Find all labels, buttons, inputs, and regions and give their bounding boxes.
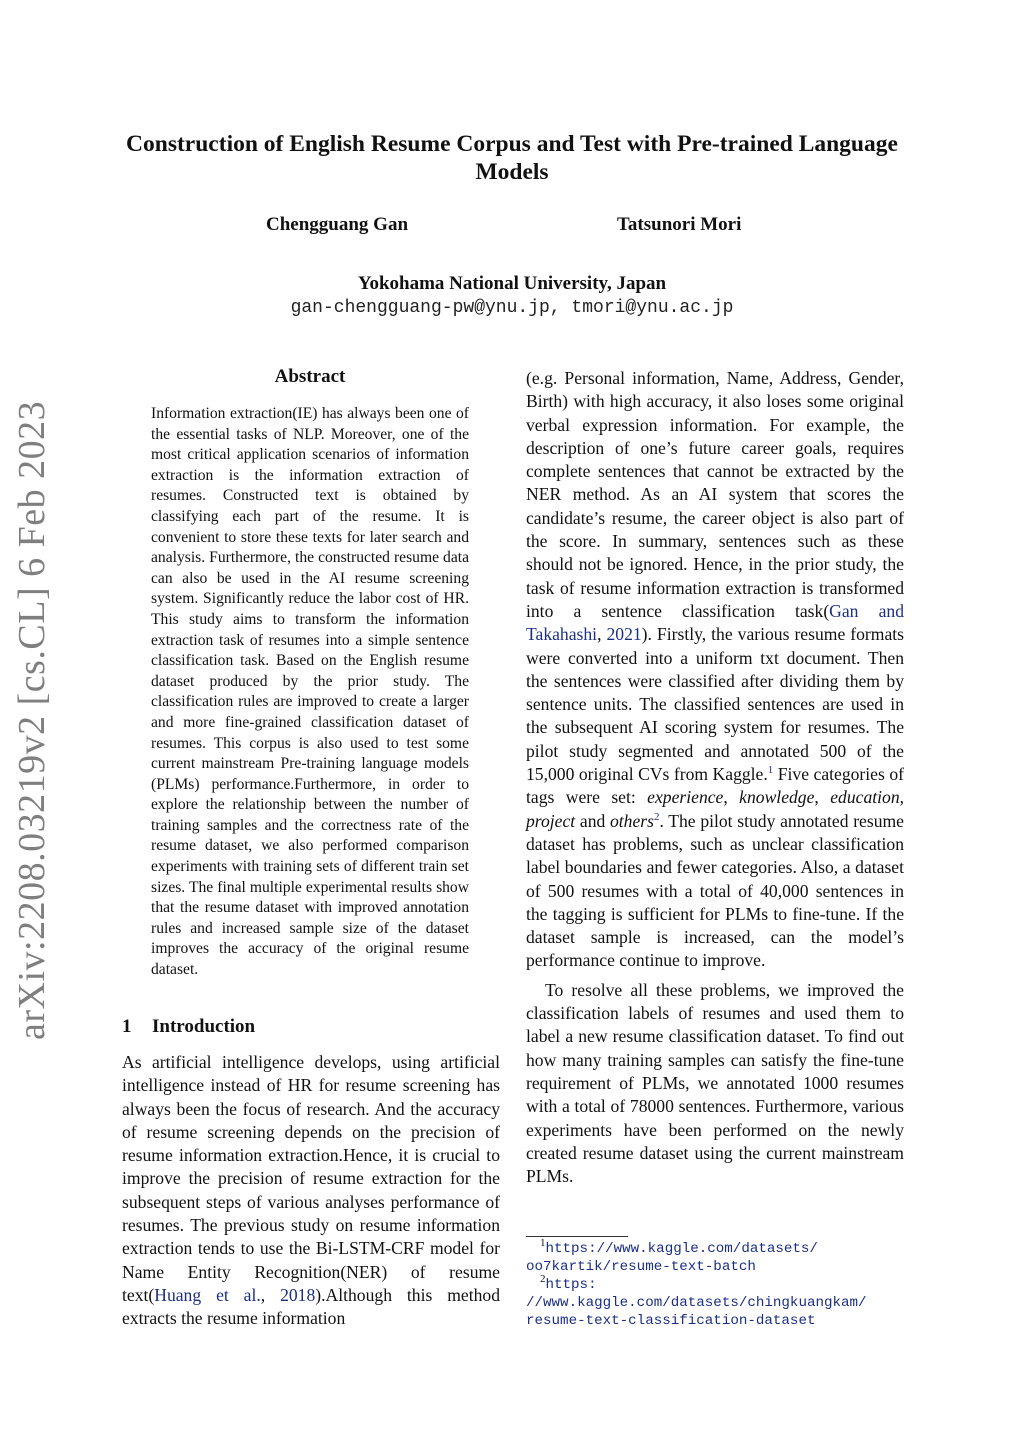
tag-experience: experience: [647, 787, 724, 808]
section-title: Introduction: [152, 1016, 256, 1037]
intro-left-column: [122, 1051, 500, 1331]
footnote-ref-1[interactable]: 1: [767, 764, 774, 777]
tag-project: project: [526, 810, 576, 831]
author-1: Chengguang Gan: [266, 214, 409, 235]
footnote-ref-2[interactable]: 2: [653, 810, 660, 823]
citation-gan-takahashi-2021[interactable]: Gan and Takahashi, 2021: [526, 600, 904, 645]
arxiv-identifier-stamp: arXiv:2208.03219v2 [cs.CL] 6 Feb 2023: [11, 400, 53, 1040]
tag-others: others: [610, 810, 654, 831]
author-2: Tatsunori Mori: [617, 214, 742, 235]
intro-text: ).Although this method extracts the resume information: [122, 1284, 500, 1329]
intro-paragraph-2: To resolve all these problems, we improved the classification labels of resumes and used them to label a new resume classification dataset. To find out how many training samples can satisfy the fine-tune requirement of PLMs, we annotated 1000 resumes with a total of 78000 sentences. Furthermore, various experiments have been performed on the newly created resume dataset using the current mainstream PLMs.: [526, 979, 904, 1187]
affiliation: Yokohama National University, Japan: [357, 273, 667, 294]
section-heading-introduction: [122, 1016, 255, 1038]
tag-education: education: [830, 787, 900, 808]
abstract-heading: Abstract: [274, 366, 346, 387]
section-number: 1: [122, 1016, 132, 1037]
tag-knowledge: knowledge: [739, 787, 815, 808]
intro-paragraph-1: [122, 1051, 500, 1331]
paper-title: Construction of English Resume Corpus and Test with Pre-trained Language Models: [126, 131, 898, 185]
intro-text: As artificial intelligence develops, using artificial intelligence instead of HR for resume screening has always been the focus of research. And the accuracy of resume screening depends on the precision of resume information extraction.Hence, it is crucial to improve the precision of resume extraction for the subsequent steps of various analyses performance of resumes. The previous study on resume information extraction tends to use the Bi-LSTM-CRF model for Name Entity Recognition(NER) of resume text(: [122, 1052, 500, 1305]
intro-paragraph-1-continued: (e.g. Personal information, Name, Address, Gender, Birth) with high accuracy, it also loses some original verbal expression information. For example, the description of one’s future career goals, requires complete sentences that cannot be extracted by the NER method. As an AI system that scores the candidate’s resume, the career object is also part of the score. In summary, sentences such as these should not be ignored. Hence, in the prior study, the task of resume information extraction is transformed into a sentence classification task(Gan and Takahashi, 2021). Firstly, the various resume formats were converted into a uniform txt document. Then the sentences were classified after dividing them by sentence units. The classified sentences are used in the subsequent AI scoring system for resumes. The pilot study segmented and annotated 500 of the 15,000 original CVs from Kaggle.$^1$ Five categories of tags were set: experience, knowledge, education, project and others$^2$. The pilot study annotated resume dataset has problems, such as unclear classification label boundaries and fewer categories. Also, a dataset of 500 resumes with a total of 40,000 sentences in the tagging is sufficient for PLMs to fine-tune. If the dataset sample is increased, can the model’s performance continue to improve.: [526, 368, 905, 971]
footnote-1[interactable]: $^1$https://www.kaggle.com/datasets/ oo7kartik/resume-text-batch: [526, 1237, 818, 1275]
author-emails: gan-chengguang-pw@ynu.jp, tmori@ynu.ac.jp: [290, 298, 734, 318]
citation-huang-2018[interactable]: Huang et al., 2018: [154, 1284, 316, 1305]
footnotes: [526, 1237, 926, 1330]
footnote-2[interactable]: $^2$https: //www.kaggle.com/datasets/chingkuangkam/ resume-text-classification-dataset: [526, 1273, 867, 1329]
intro-right-column: [526, 367, 904, 1188]
abstract-text: Information extraction(IE) has always been one of the essential tasks of NLP. Moreover, one of the most critical application scenarios of information extraction is the information extraction of resumes. Constructed text is obtained by classifying each part of the resume. It is convenient to store these texts for later search and analysis. Furthermore, the constructed resume data can also be used in the AI resume screening system. Significantly reduce the labor cost of HR. This study aims to transform the information extraction task of resumes into a simple sentence classification task. Based on the English resume dataset produced by the prior study. The classification rules are improved to create a larger and more fine-grained classification dataset of resumes. This corpus is also used to test some current mainstream Pre-training language models (PLMs) performance.Furthermore, in order to explore the relationship between the number of training samples and the correctness rate of the resume dataset, we also performed comparison experiments with training sets of different train set sizes. The final multiple experimental results show that the resume dataset with improved annotation rules and increased sample size of the dataset improves the accuracy of the original resume dataset.: [151, 405, 469, 979]
